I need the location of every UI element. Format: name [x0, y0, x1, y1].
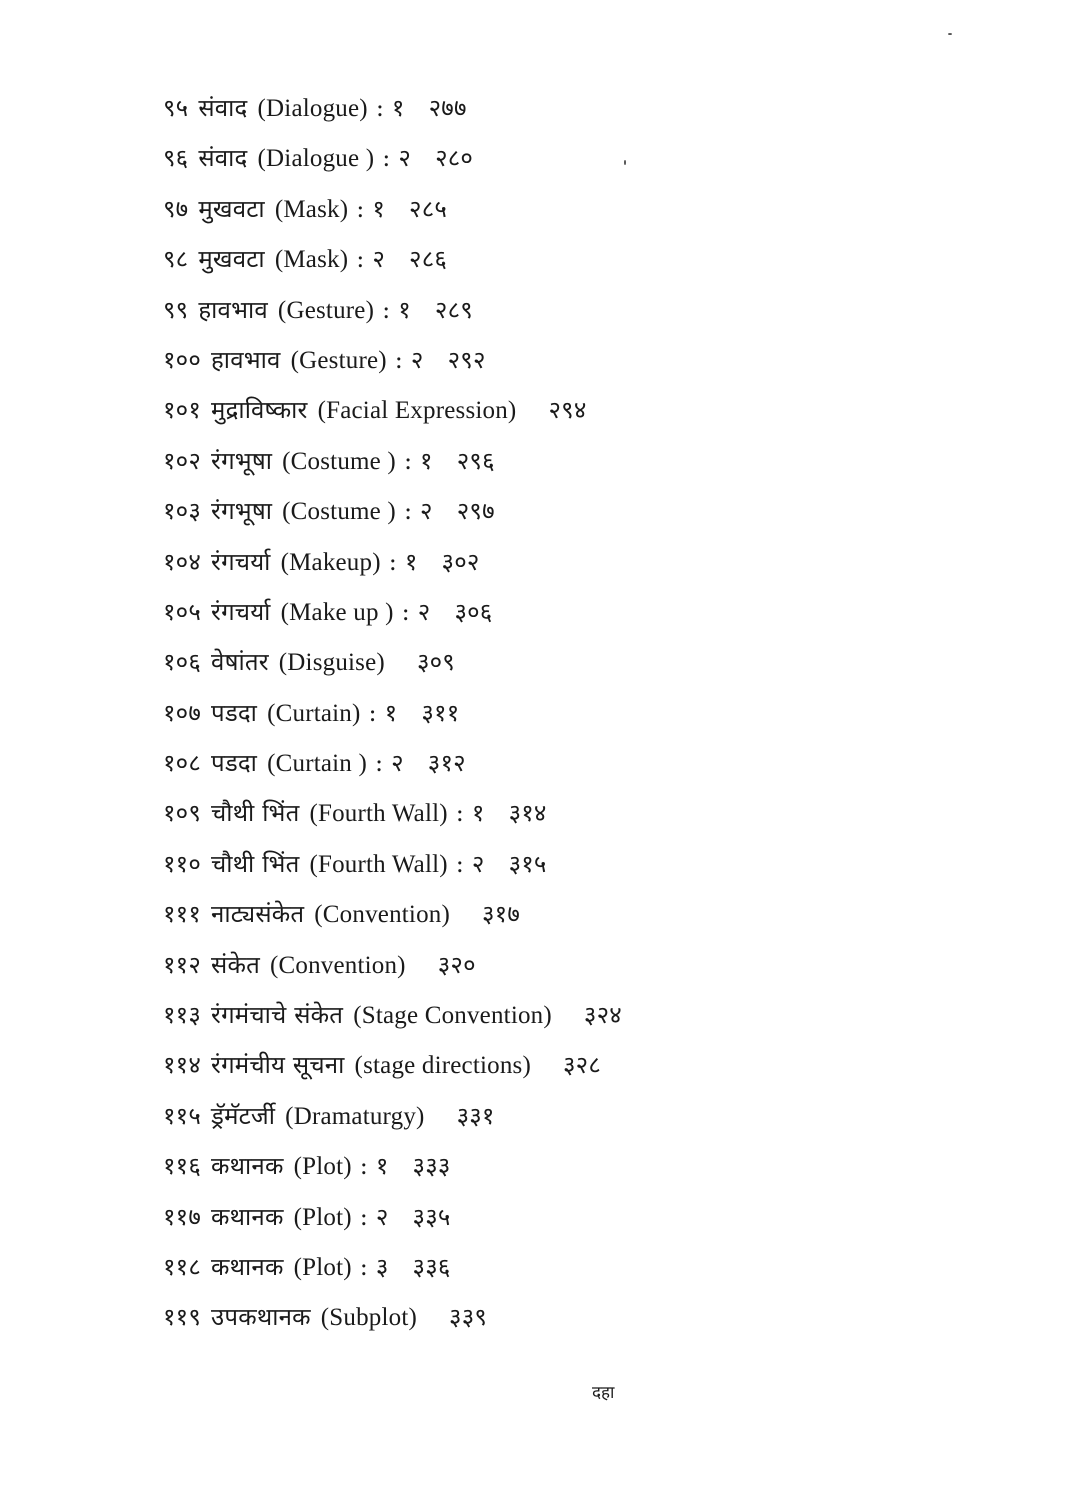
- toc-entry: [163, 1094, 1023, 1144]
- entry-english-title: (Costume ): [282, 447, 396, 475]
- toc-entry: [163, 237, 1023, 287]
- toc-entry: [163, 892, 1023, 942]
- entry-english-title: (Makeup): [280, 548, 381, 576]
- entry-title: संवाद: [198, 144, 248, 173]
- entry-part: : २: [401, 597, 431, 626]
- entry-english-title: (Plot): [293, 1253, 352, 1281]
- entry-number: १०९: [163, 799, 202, 828]
- entry-page-number: २९६: [456, 446, 495, 475]
- entry-title: हावभाव: [198, 295, 268, 324]
- entry-page-number: ३१५: [508, 849, 547, 878]
- entry-title: चौथी भिंत: [211, 849, 300, 878]
- entry-number: १०७: [163, 698, 202, 727]
- page-number-footer: दहा: [592, 1383, 615, 1403]
- entry-title: रंगचर्या: [211, 597, 271, 626]
- entry-english-title: (Dialogue): [257, 95, 368, 122]
- toc-entry: [163, 1144, 1023, 1194]
- entry-english-title: (Gesture): [277, 296, 375, 324]
- entry-title: मुखवटा: [198, 194, 265, 223]
- entry-english-title: (Stage Convention): [353, 1002, 552, 1030]
- entry-part: : २: [359, 1202, 389, 1231]
- entry-title: हावभाव: [211, 345, 281, 374]
- toc-entry: [163, 640, 1023, 690]
- toc-entry: [163, 1043, 1023, 1093]
- entry-title: कथानक: [211, 1152, 284, 1181]
- entry-title: वेषांतर: [211, 648, 269, 677]
- entry-part: : २: [382, 144, 412, 173]
- entry-english-title: (Fourth Wall): [309, 850, 448, 878]
- print-speck: [948, 33, 952, 35]
- entry-number: ११७: [163, 1202, 202, 1231]
- toc-entry: [163, 136, 1023, 186]
- entry-number: ९५: [163, 94, 189, 122]
- entry-part: : १: [403, 446, 433, 475]
- toc-entry: [163, 590, 1023, 640]
- table-of-contents: [163, 86, 1023, 1346]
- entry-english-title: (Curtain ): [267, 750, 367, 778]
- toc-entry: [163, 187, 1023, 237]
- toc-entry: [163, 86, 1023, 136]
- entry-title: संवाद: [198, 94, 248, 122]
- entry-part: : १: [375, 94, 405, 122]
- entry-number: १०२: [163, 446, 202, 475]
- entry-english-title: (Curtain): [267, 699, 361, 727]
- entry-number: ११४: [163, 1051, 202, 1080]
- entry-number: ११९: [163, 1303, 202, 1332]
- entry-number: १०१: [163, 396, 202, 425]
- entry-page-number: २८९: [434, 295, 473, 324]
- entry-english-title: (Subplot): [320, 1304, 418, 1332]
- entry-part: : ३: [359, 1252, 389, 1281]
- entry-page-number: ३३९: [449, 1303, 488, 1332]
- entry-page-number: २८०: [435, 144, 474, 173]
- entry-number: ११३: [163, 1001, 202, 1030]
- entry-page-number: ३१७: [482, 900, 521, 929]
- entry-english-title: (Convention): [269, 951, 406, 979]
- entry-page-number: २७७: [428, 94, 467, 122]
- entry-title: उपकथानक: [211, 1303, 311, 1332]
- toc-entry: [163, 791, 1023, 841]
- entry-page-number: २९७: [456, 497, 495, 526]
- entry-part: : २: [403, 497, 433, 526]
- entry-page-number: २८६: [409, 245, 448, 274]
- entry-title: पडदा: [211, 749, 258, 778]
- entry-title: पडदा: [211, 698, 258, 727]
- entry-page-number: २८५: [409, 194, 448, 223]
- entry-english-title: (Mask): [274, 246, 349, 274]
- toc-entry: [163, 842, 1023, 892]
- entry-page-number: ३२०: [437, 950, 476, 979]
- entry-page-number: ३०९: [416, 648, 455, 677]
- entry-number: १०५: [163, 597, 202, 626]
- entry-number: ९९: [163, 295, 189, 324]
- entry-number: ९७: [163, 194, 189, 223]
- entry-page-number: ३२८: [563, 1051, 602, 1080]
- entry-english-title: (Plot): [293, 1153, 352, 1181]
- entry-english-title: (stage directions): [354, 1052, 531, 1080]
- entry-page-number: ३३१: [456, 1101, 495, 1130]
- toc-entry: [163, 1245, 1023, 1295]
- entry-title: मुद्राविष्कार: [211, 396, 308, 425]
- entry-title: रंगमंचीय सूचना: [211, 1051, 345, 1080]
- entry-title: रंगमंचाचे संकेत: [211, 1001, 344, 1030]
- toc-entry: [163, 338, 1023, 388]
- entry-english-title: (Dialogue ): [257, 145, 375, 173]
- toc-entry: [163, 993, 1023, 1043]
- entry-english-title: (Mask): [274, 195, 349, 223]
- entry-title: चौथी भिंत: [211, 799, 300, 828]
- entry-english-title: (Fourth Wall): [309, 800, 448, 828]
- entry-part: : १: [368, 698, 398, 727]
- entry-title: संकेत: [211, 950, 260, 979]
- entry-english-title: (Convention): [314, 901, 450, 929]
- entry-title: रंगभूषा: [211, 497, 273, 526]
- entry-english-title: (Facial Expression): [317, 397, 517, 425]
- toc-entry: [163, 439, 1023, 489]
- toc-entry: [163, 540, 1023, 590]
- entry-number: ११८: [163, 1252, 202, 1281]
- print-speck: [624, 160, 626, 165]
- entry-title: रंगचर्या: [211, 547, 271, 576]
- entry-page-number: ३३३: [412, 1152, 451, 1181]
- toc-entry: [163, 1195, 1023, 1245]
- entry-title: नाट्यसंकेत: [211, 900, 305, 929]
- entry-title: कथानक: [211, 1202, 284, 1231]
- entry-part: : १: [382, 295, 411, 324]
- entry-page-number: ३३६: [412, 1252, 451, 1281]
- entry-number: ११०: [163, 849, 202, 878]
- toc-entry: [163, 388, 1023, 438]
- entry-number: १११: [163, 900, 202, 929]
- toc-entry: [163, 288, 1023, 338]
- entry-number: १०३: [163, 497, 202, 526]
- entry-page-number: ३२४: [583, 1001, 622, 1030]
- toc-entry: [163, 1295, 1023, 1345]
- entry-title: मुखवटा: [198, 245, 265, 274]
- entry-number: ११५: [163, 1101, 202, 1130]
- entry-number: ११२: [163, 950, 202, 979]
- entry-number: ११६: [163, 1152, 202, 1181]
- entry-title: ड्रॅमॅटर्जी: [211, 1101, 276, 1130]
- entry-part: : १: [388, 547, 418, 576]
- entry-page-number: ३०६: [454, 597, 493, 626]
- toc-entry: [163, 691, 1023, 741]
- entry-part: : १: [356, 194, 386, 223]
- toc-entry: [163, 741, 1023, 791]
- entry-page-number: ३३५: [412, 1202, 451, 1231]
- entry-number: १००: [163, 345, 202, 374]
- entry-title: कथानक: [211, 1252, 284, 1281]
- entry-part: : २: [455, 849, 485, 878]
- entry-page-number: ३११: [421, 698, 460, 727]
- entry-page-number: २९४: [548, 396, 587, 425]
- entry-english-title: (Disguise): [278, 649, 385, 677]
- entry-number: ९६: [163, 144, 189, 173]
- entry-title: रंगभूषा: [211, 446, 273, 475]
- entry-page-number: ३०२: [441, 547, 480, 576]
- entry-part: : २: [374, 749, 404, 778]
- entry-number: १०४: [163, 547, 202, 576]
- entry-part: : १: [359, 1152, 389, 1181]
- entry-part: : २: [394, 345, 424, 374]
- entry-number: १०६: [163, 648, 202, 677]
- entry-page-number: २९२: [447, 345, 486, 374]
- entry-english-title: (Plot): [293, 1203, 352, 1231]
- toc-entry: [163, 943, 1023, 993]
- entry-english-title: (Costume ): [282, 498, 396, 526]
- entry-page-number: ३१२: [427, 749, 466, 778]
- entry-number: १०८: [163, 749, 202, 778]
- toc-entry: [163, 489, 1023, 539]
- entry-number: ९८: [163, 245, 189, 274]
- entry-english-title: (Make up ): [280, 598, 394, 626]
- entry-page-number: ३१४: [508, 799, 547, 828]
- entry-english-title: (Gesture): [290, 346, 387, 374]
- entry-english-title: (Dramaturgy): [285, 1102, 425, 1130]
- entry-part: : १: [455, 799, 485, 828]
- entry-part: : २: [356, 245, 386, 274]
